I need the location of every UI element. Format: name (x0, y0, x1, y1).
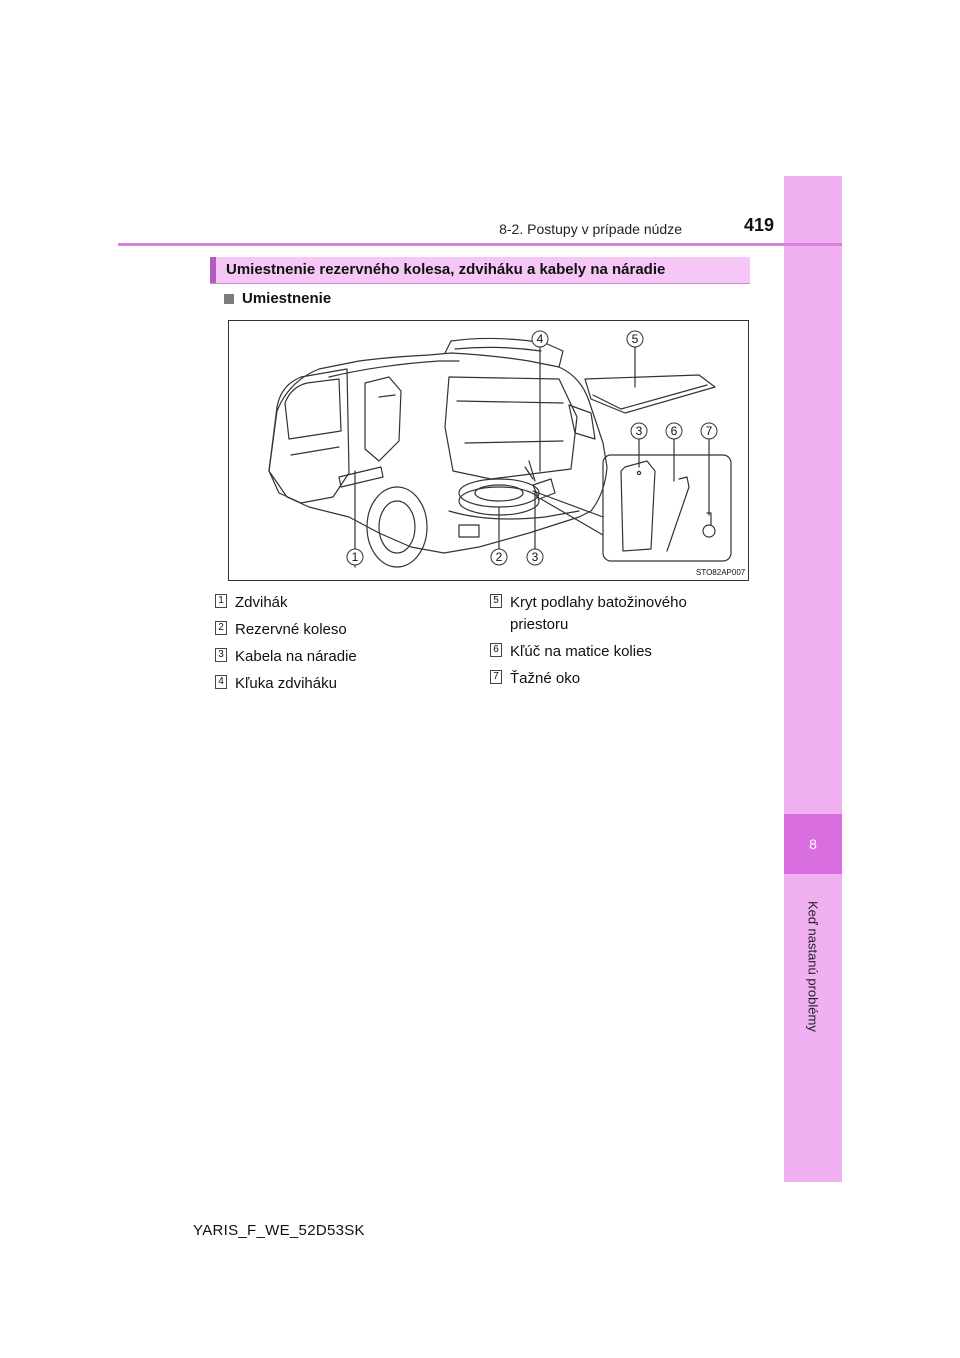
legend-text-2: Rezervné koleso (235, 621, 347, 638)
legend-item-6 (490, 641, 652, 663)
subheading-text: Umiestnenie (242, 290, 332, 307)
lug-wrench (667, 477, 689, 551)
callout-6 (666, 423, 682, 439)
callout-6-text: 6 (670, 424, 678, 438)
callout-5 (627, 331, 643, 347)
rear-reflector (459, 525, 479, 537)
callout-3b-text: 3 (635, 424, 643, 438)
page-number: 419 (743, 215, 774, 235)
callout-1-text: 1 (351, 550, 359, 564)
legend-number-5: 5 (490, 594, 502, 608)
footer-doc-code: YARIS_F_WE_52D53SK (193, 1222, 365, 1239)
legend-number-4: 4 (215, 675, 227, 689)
figure-code: STO82AP007 (696, 568, 746, 577)
legend-item-4 (215, 673, 337, 695)
legend-text-5: Kryt podlahy batožinového priestoru (510, 594, 687, 633)
car-body-outline (269, 353, 607, 553)
legend-item-1 (215, 592, 288, 614)
inset-pointer-bottom (541, 499, 603, 535)
square-bullet-icon (224, 294, 234, 304)
seat-headrest-line (379, 395, 395, 397)
header-divider (118, 243, 842, 246)
legend-item-3 (215, 646, 357, 668)
callout-3 (527, 549, 543, 565)
callout-2 (491, 549, 507, 565)
tail-light (569, 405, 595, 439)
legend-item-7 (490, 668, 580, 690)
legend-text-7: Ťažné oko (510, 670, 581, 687)
legend-number-1: 1 (215, 594, 227, 608)
legend-number-2: 2 (215, 621, 227, 635)
rear-bumper-line (449, 511, 579, 519)
legend-text-1: Zdvihák (235, 594, 288, 611)
seat-outline (365, 377, 401, 461)
section-title: Umiestnenie rezervného kolesa, zdviháku a kabely na náradie (210, 257, 750, 283)
rear-wheel-outer (367, 487, 427, 567)
towing-eye-ring (703, 525, 715, 537)
chapter-number-badge: 8 (784, 814, 842, 874)
jack-handle-small (525, 461, 535, 481)
callout-3b (631, 423, 647, 439)
callout-4-text: 4 (536, 332, 544, 346)
legend-text-6: Kľúč na matice kolies (510, 643, 652, 660)
cargo-floor-line (465, 441, 563, 443)
floor-cover-board (585, 375, 715, 413)
legend-number-3: 3 (215, 648, 227, 662)
jack-shape (339, 467, 383, 487)
cargo-back-seat-line (457, 401, 563, 403)
callout-1 (347, 549, 363, 565)
callout-3-text: 3 (531, 550, 539, 564)
legend-item-2 (215, 619, 347, 641)
chapter-label (800, 898, 826, 1034)
callout-2-text: 2 (495, 550, 503, 564)
callout-4 (532, 331, 548, 347)
callout-5-text: 5 (631, 332, 639, 346)
chapter-label-text: Keď nastanú problémy (805, 900, 821, 1032)
spare-wheel-outer (459, 479, 539, 507)
door-trim-line (291, 447, 339, 455)
callout-7 (701, 423, 717, 439)
legend-number-6: 6 (490, 643, 502, 657)
callout-7-text: 7 (705, 424, 713, 438)
section-title-underline (210, 283, 750, 284)
legend-text-4: Kľuka zdviháku (235, 675, 337, 692)
door-window (285, 379, 341, 439)
car-tools-illustration (229, 321, 748, 580)
rear-wheel-inner (379, 501, 415, 553)
legend-number-7: 7 (490, 670, 502, 684)
illustration-figure (228, 320, 749, 581)
legend-text-3: Kabela na náradie (235, 648, 357, 665)
cargo-opening (445, 377, 577, 479)
header-section-title: 8-2. Postupy v prípade núdze (499, 221, 682, 237)
tool-bag-snap (637, 471, 640, 474)
hatch-glass-line (455, 347, 541, 351)
legend-item-5 (490, 592, 740, 636)
subheading (224, 290, 331, 307)
